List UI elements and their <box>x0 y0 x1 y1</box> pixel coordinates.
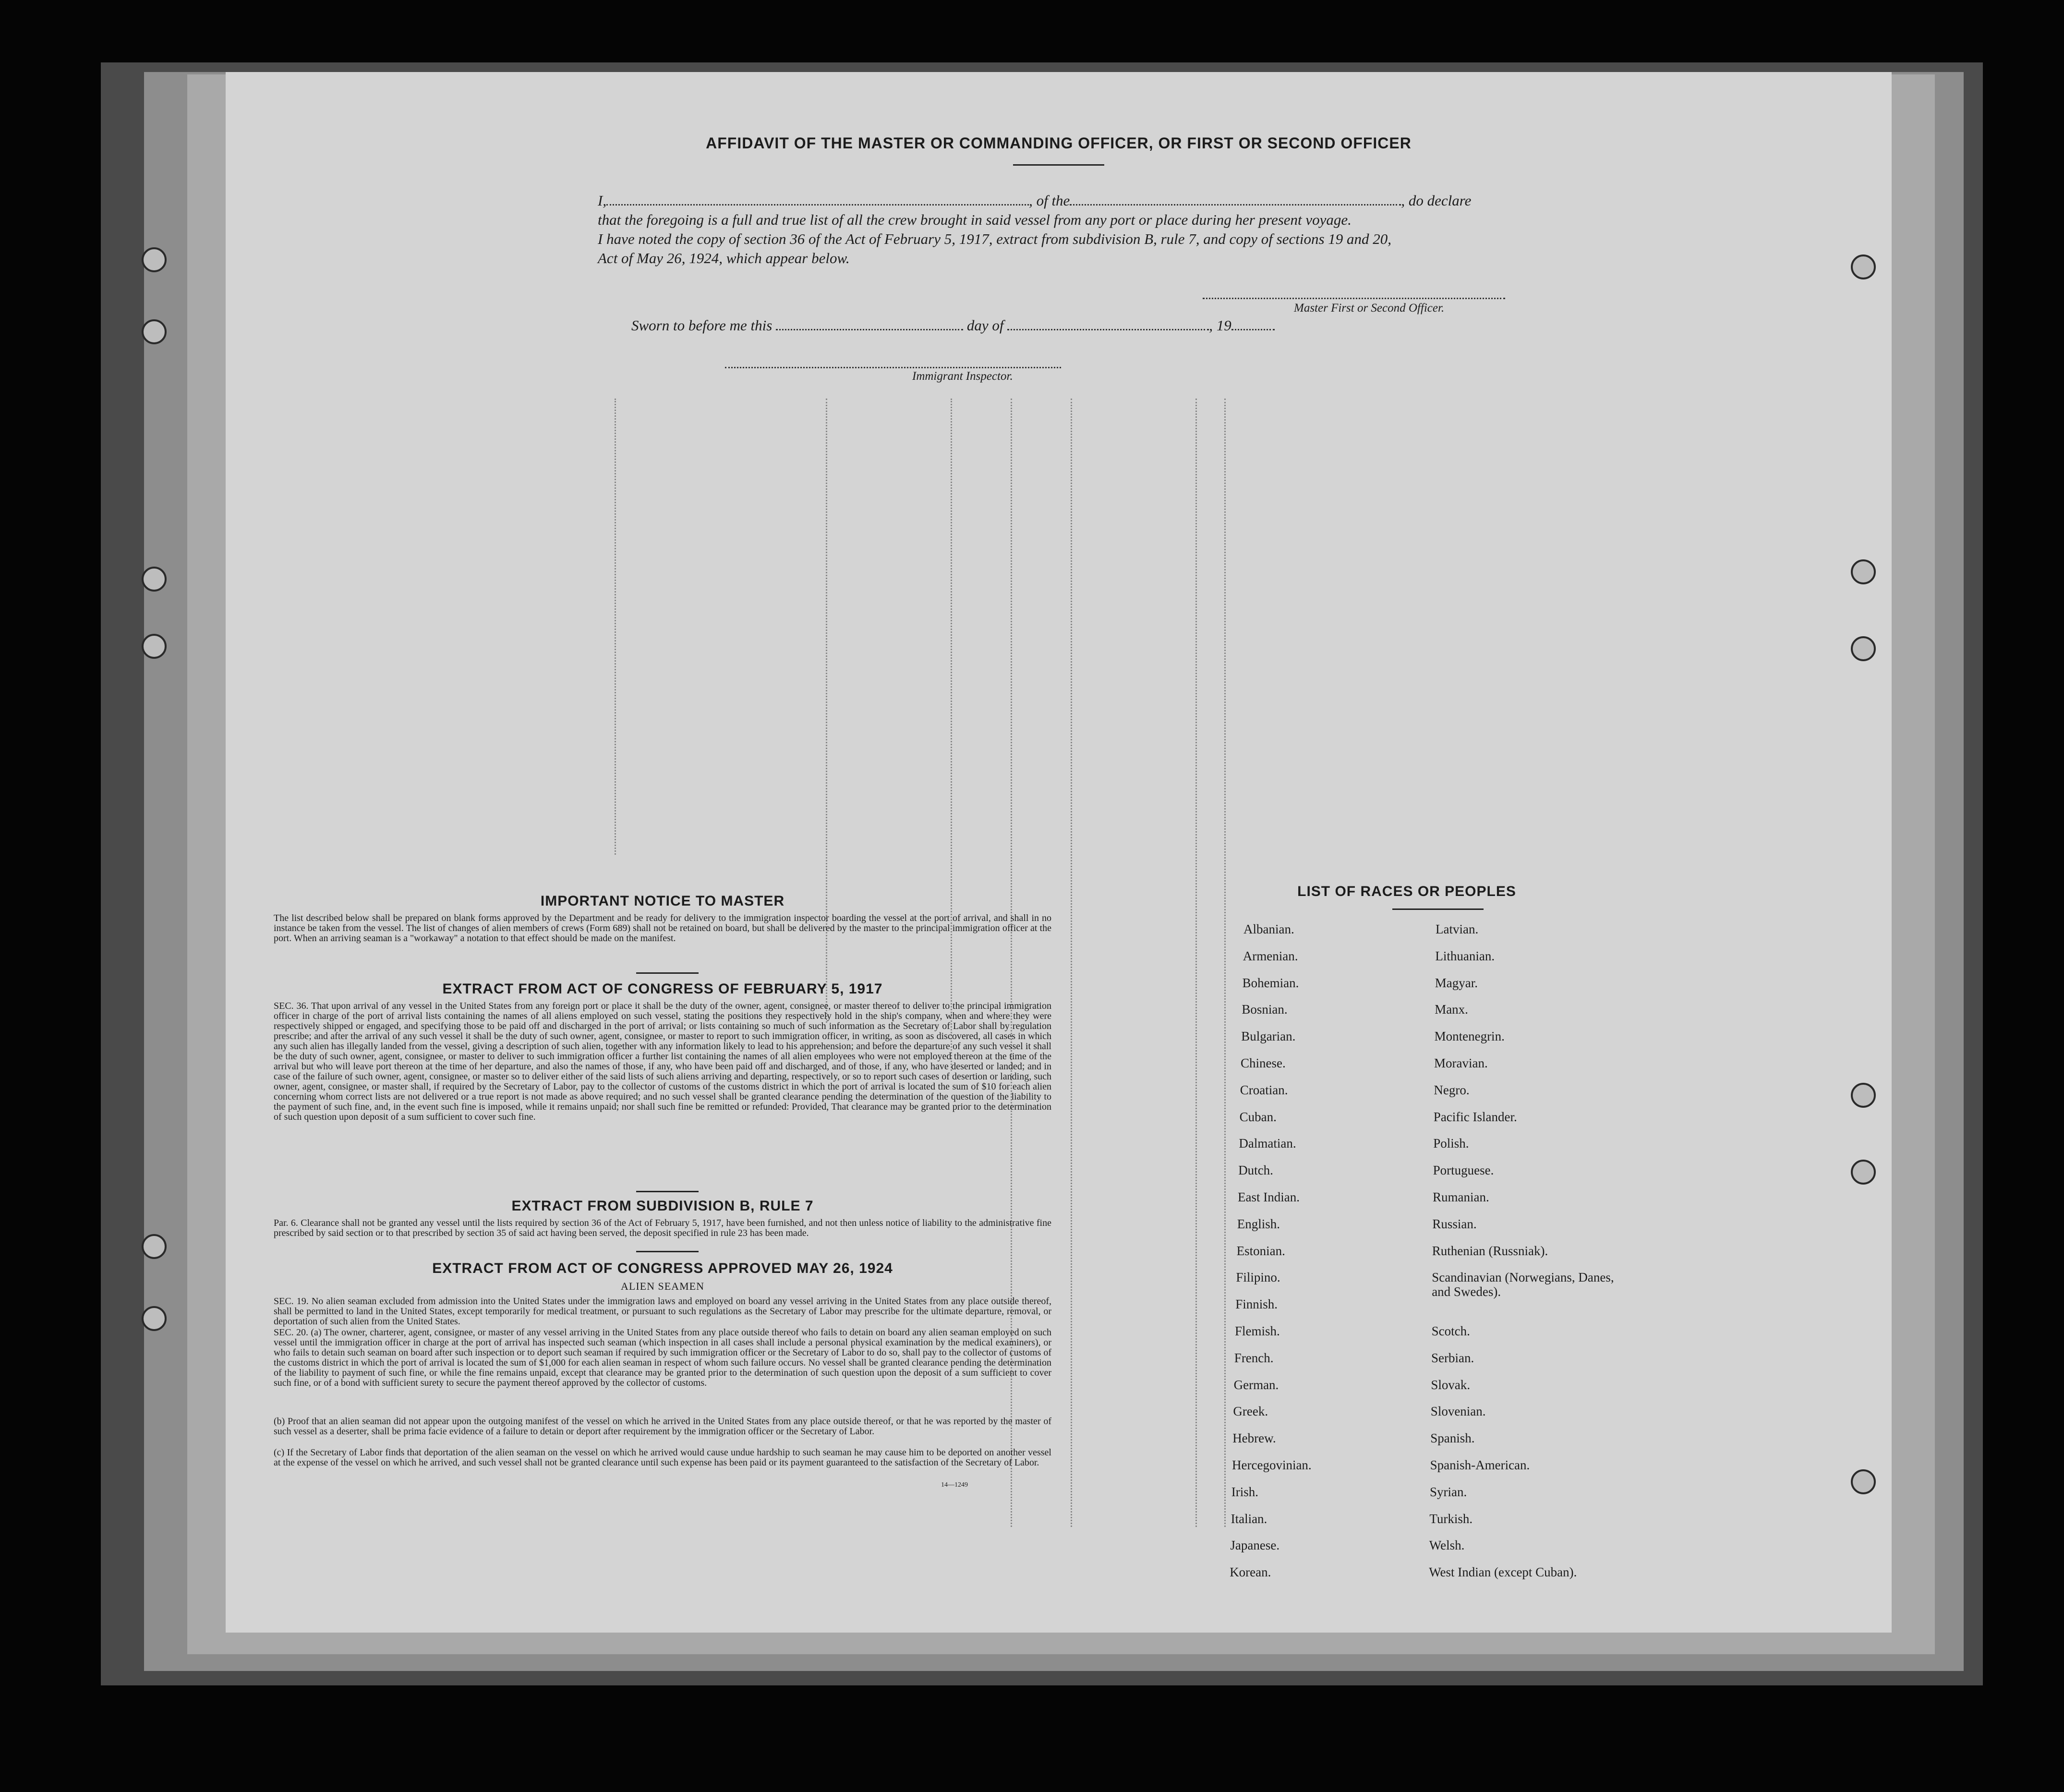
extract-1924-title: EXTRACT FROM ACT OF CONGRESS APPROVED MAY 26, 1924 <box>432 1260 893 1276</box>
binder-hole <box>1851 254 1876 279</box>
form-number: 14—1249 <box>941 1481 968 1489</box>
rule7-title: EXTRACT FROM SUBDIVISION B, RULE 7 <box>511 1198 814 1214</box>
notice-rule <box>636 972 699 974</box>
rule7-text: Par. 6. Clearance shall not be granted any vessel until the lists required by section 36 of the Act of February 5, 1917, have been furnished, and not then unless notice of liability to the administrative fine prescribed by said section or to that prescribed by section 35 of said act having been served, the deposit specified in rule 23 has been made. <box>274 1218 1051 1238</box>
race-item-left: French. <box>1234 1350 1274 1365</box>
race-item-right: Spanish-American. <box>1430 1458 1530 1472</box>
races-title: LIST OF RACES OR PEOPLES <box>1297 884 1516 899</box>
sworn-day-of: day of <box>966 317 1004 334</box>
affidavit-i: I, <box>598 192 607 209</box>
race-item-right: Scandinavian (Norwegians, Danes, and Swedes). <box>1432 1270 1614 1299</box>
race-item-left: Filipino. <box>1236 1270 1280 1285</box>
notice-text: The list described below shall be prepared on blank forms approved by the Department and be ready for delivery to the immigration inspector boarding the vessel at the port of arrival, and shall in no instance be taken from the vessel. The list of changes of alien members of crews (Form 689) shall not be retained on board, but shall be delivered by the master to the principal immigration officer at the port. When an arriving seaman is a "workaway" a notation to that effect should be made on the manifest. <box>274 913 1051 944</box>
race-item-right: Slovak. <box>1431 1377 1471 1392</box>
race-item-right: Portuguese. <box>1433 1163 1494 1178</box>
race-item-left: Japanese. <box>1230 1538 1280 1553</box>
ruling-line <box>1195 399 1197 1527</box>
inspector-signature-line[interactable] <box>725 367 1061 368</box>
race-item-left: Bulgarian. <box>1241 1029 1296 1044</box>
binder-hole <box>142 1306 167 1331</box>
race-item-right: Ruthenian (Russniak). <box>1432 1243 1548 1258</box>
race-item-right: Spanish. <box>1430 1431 1475 1446</box>
sworn-line <box>631 317 1275 334</box>
race-item-right: Welsh. <box>1429 1538 1465 1553</box>
affidavit-of-the: , of the <box>1029 192 1070 209</box>
race-item-left: Finnish. <box>1235 1297 1278 1312</box>
affidavit-do-declare: , do declare <box>1401 192 1472 209</box>
race-item-left: Dutch. <box>1238 1163 1273 1178</box>
rule7-rule <box>636 1251 699 1252</box>
race-item-left: Irish. <box>1231 1484 1259 1499</box>
race-item-left: Estonian. <box>1236 1243 1285 1258</box>
ruling-line <box>951 399 952 1071</box>
race-item-right: Negro. <box>1434 1082 1470 1097</box>
race-item-left: Dalmatian. <box>1239 1136 1296 1151</box>
race-item-left: Korean. <box>1230 1565 1271 1580</box>
race-item-left: Albanian. <box>1243 922 1294 936</box>
race-item-right: Magyar. <box>1435 975 1478 990</box>
affidavit-line-1 <box>598 192 1760 209</box>
race-item-right: Slovenian. <box>1430 1404 1486 1419</box>
affidavit-line-4: Act of May 26, 1924, which appear below. <box>598 250 850 266</box>
race-item-right: Moravian. <box>1434 1056 1488 1070</box>
extract-1917-rule <box>636 1191 699 1192</box>
affidavit-title: AFFIDAVIT OF THE MASTER OR COMMANDING OFFICER, OR FIRST OR SECOND OFFICER <box>706 134 1412 152</box>
race-item-right: Latvian. <box>1436 922 1479 936</box>
race-item-left: East Indian. <box>1238 1190 1300 1204</box>
race-item-left: Greek. <box>1233 1404 1268 1419</box>
sworn-text: Sworn to before me this <box>631 317 772 334</box>
extract-1924-sec20a: SEC. 20. (a) The owner, charterer, agent, consignee, or master of any vessel arriving in the United States from any place outside thereof who fails to detain on board any alien seaman employed on such vessel until the immigration officer in charge at the port of arrival has inspected such seaman (which inspection in all cases shall include a personal physical examination by the medical examiners), or who fails to detain such seaman on board after such inspection or to deport such seaman if required by such immigration officer or the Secretary of Labor to do so, shall pay to the collector of customs of the customs district in which the port of arrival is located the sum of $1,000 for each alien seaman in respect of whom such failure occurs. No vessel shall be granted clearance pending the determination of the liability to payment of such fine, or while the fine remains unpaid, except that clearance may be granted prior to the determination of such question upon the deposit of a sum sufficient to cover such fine, or of a bond with sufficient surety to secure the payment thereof approved by the collector of customs. <box>274 1327 1051 1388</box>
race-item-left: Hercegovinian. <box>1232 1458 1312 1472</box>
ruling-line <box>1224 399 1226 1527</box>
race-item-right: Serbian. <box>1431 1350 1474 1365</box>
race-item-right: Polish. <box>1433 1136 1469 1151</box>
binder-hole <box>1851 559 1876 584</box>
binder-hole <box>142 247 167 272</box>
race-item-left: Bosnian. <box>1242 1002 1288 1017</box>
officer-signature-line[interactable] <box>1203 298 1505 299</box>
races-rule <box>1392 908 1484 910</box>
extract-1917-text: SEC. 36. That upon arrival of any vessel in the United States from any foreign port or place it shall be the duty of the owner, agent, consignee, or master thereof to deliver to the principal immigration officer in charge of the port of arrival lists containing the names of all aliens employed on such vessel, stating the positions they respectively hold in the ship's company, when and where they were respectively shipped or engaged, and specifying those to be paid off and discharged in the port of arrival; or lists containing so much of such information as the Secretary of Labor shall by regulation prescribe; and after the arrival of any such vessel it shall be the duty of such owner, agent, consignee, or master to report to such immigration officer, in writing, as soon as discovered, all cases in which any such alien has illegally landed from the vessel, giving a description of such alien, together with any information likely to lead to his apprehension; and before the departure of any such vessel it shall be the duty of such owner, agent, consignee, or master to deliver to such immigration officer a further list containing the names of all alien employees who were not employed thereon at the time of the arrival but who will leave port thereon at the time of her departure, and also the names of those, if any, who have been paid off and discharged, and of those, if any, who have deserted or landed; and in case of the failure of such owner, agent, consignee, or master so to deliver either of the said lists of such aliens arriving and departing, respectively, or so to report such cases of desertion or landing, such owner, agent, consignee, or master shall, if required by the Secretary of Labor, pay to the collector of customs of the customs district in which the port of arrival is located the sum of $10 for each alien concerning whom correct lists are not delivered or a true report is not made as above required; and no such vessel shall be granted clearance pending the determination of the question of the liability to the payment of such fine, and, in the event such fine is imposed, while it remains unpaid; nor shall such fine be remitted or refunded: Provided, That clearance may be granted prior to the determination of such question upon deposit of a sum sufficient to cover such fine. <box>274 1001 1051 1122</box>
race-item-right: Syrian. <box>1430 1484 1467 1499</box>
binder-hole <box>1851 1160 1876 1185</box>
race-item-right: Turkish. <box>1429 1511 1473 1526</box>
race-item-left: English. <box>1237 1216 1280 1231</box>
affidavit-line-2: that the foregoing is a full and true list of all the crew brought in said vessel from any port or place during her present voyage. <box>598 211 1352 228</box>
binder-hole <box>142 319 167 344</box>
extract-1917-title: EXTRACT FROM ACT OF CONGRESS OF FEBRUARY 5, 1917 <box>442 981 883 997</box>
race-item-left: Bohemian. <box>1242 975 1299 990</box>
binder-hole <box>142 634 167 659</box>
sworn-day-blank[interactable] <box>776 329 963 330</box>
form-page <box>226 72 1892 1633</box>
sworn-year-prefix: , 19 <box>1209 317 1231 334</box>
race-item-left: Hebrew. <box>1232 1431 1276 1446</box>
race-item-left: Chinese. <box>1241 1056 1286 1070</box>
ruling-line <box>615 399 616 855</box>
notice-title: IMPORTANT NOTICE TO MASTER <box>540 893 785 909</box>
sworn-year-blank[interactable] <box>1231 329 1275 330</box>
extract-1924-subtitle: ALIEN SEAMEN <box>621 1280 704 1292</box>
title-rule <box>1013 164 1104 166</box>
race-item-right: Russian. <box>1432 1216 1477 1231</box>
binder-hole <box>1851 636 1876 661</box>
extract-1924-sec20b: (b) Proof that an alien seaman did not appear upon the outgoing manifest of the vessel on which he arrived in the United States from any place outside thereof, or that he was reported by the master of such vessel as a deserter, shall be prima facie evidence of a failure to detain or deport after requirement by the immigration officer or the Secretary of Labor. <box>274 1416 1051 1437</box>
race-item-right: Manx. <box>1435 1002 1468 1017</box>
binder-hole <box>142 567 167 592</box>
sworn-month-blank[interactable] <box>1007 329 1209 330</box>
binder-hole <box>1851 1469 1876 1494</box>
binder-hole <box>1851 1083 1876 1108</box>
race-item-right: Rumanian. <box>1433 1190 1489 1204</box>
extract-1924-sec19: SEC. 19. No alien seaman excluded from admission into the United States under the immigration laws and employed on board any vessel arriving in the United States from any place outside thereof, shall be permitted to land in the United States, except temporarily for medical treatment, or pursuant to such regulations as the Secretary of Labor may prescribe for the ultimate departure, removal, or deportation of such alien from the United States. <box>274 1296 1051 1327</box>
race-item-right: Lithuanian. <box>1435 948 1495 963</box>
extract-1924-sec20c: (c) If the Secretary of Labor finds that deportation of the alien seaman on the vessel on which he arrived would cause undue hardship to such seaman he may cause him to be deported on another vessel at the expense of the vessel on which he arrived, and such vessel shall not be granted clearance until such expense has been paid or its payment guaranteed to the satisfaction of the Secretary of Labor. <box>274 1447 1051 1468</box>
race-item-left: Cuban. <box>1239 1109 1277 1124</box>
vessel-name-blank[interactable] <box>1070 204 1401 206</box>
affidavit-line-3: I have noted the copy of section 36 of the Act of February 5, 1917, extract from subdivision B, rule 7, and copy of sections 19 and 20, <box>598 230 1392 247</box>
race-item-left: Flemish. <box>1235 1324 1280 1338</box>
race-item-right: West Indian (except Cuban). <box>1429 1565 1577 1580</box>
ruling-line <box>1071 399 1072 1527</box>
race-item-left: Italian. <box>1231 1511 1267 1526</box>
race-item-right: Montenegrin. <box>1434 1029 1505 1044</box>
race-item-left: German. <box>1233 1377 1279 1392</box>
race-item-left: Croatian. <box>1240 1082 1288 1097</box>
master-name-blank[interactable] <box>606 204 1029 206</box>
race-item-right: Scotch. <box>1431 1324 1470 1338</box>
officer-signature-label: Master First or Second Officer. <box>1294 302 1445 315</box>
binder-hole <box>142 1234 167 1259</box>
inspector-signature-label: Immigrant Inspector. <box>912 370 1013 383</box>
race-item-right: Pacific Islander. <box>1433 1109 1517 1124</box>
race-item-left: Armenian. <box>1243 948 1298 963</box>
